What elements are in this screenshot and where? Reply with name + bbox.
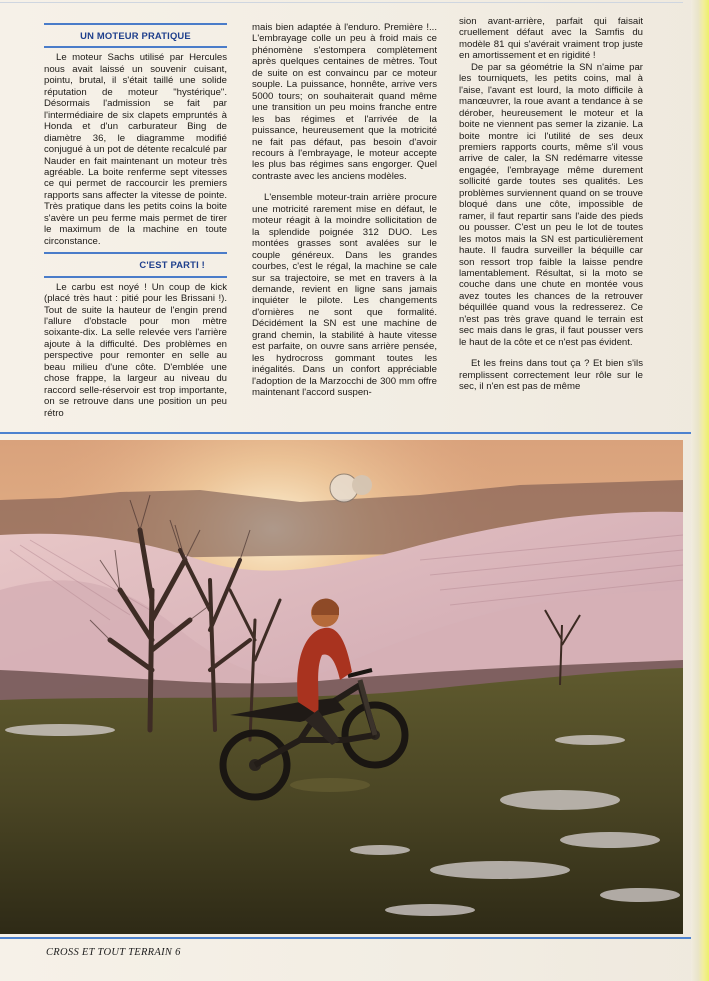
photo-bottom-rule: [0, 937, 695, 939]
col2-paragraph-2: L'ensemble moteur-train arrière procure une motricité rarement mise en défaut, le moteur réagit à la moindre sollicitation de la splendide poignée 312 DUO. Les montées grasses sont avalées sur le couple généreux. Dans les grandes courbes, c'est le régal, la machine se cale sur sa trajectoire, se met en travers à la demande, revient en ligne sans jamais inquiéter le pilote. Les changements d'ornières ne sont que formalité. Décidément la SN est une machine de grand chemin, la stabilité à haute vitesse est parfaite, on ouvre sans arrière pensée, les hydrocross gommant toutes les inégalités. Dans un confort appréciable l'adoption de la Marzocchi de 300 mm offre maintenant l'accord suspen-: [252, 192, 437, 399]
col3-paragraph-1: sion avant-arrière, parfait qui faisait cruellement défaut avec la Samfis du modèle 81 qui s'avérait vraiment trop juste en amortissement et en rigidité !: [459, 16, 643, 62]
motocross-rider-photo: [0, 440, 683, 934]
page-edge: [691, 0, 709, 981]
photo-top-rule: [0, 432, 695, 434]
col3-paragraph-2: De par sa géométrie la SN n'aime par les tourniquets, les petits coins, mal à l'aise, l'avant est lourd, la moto difficile à manœuvrer, la roue avant a tendance à se dérober, heureusement le moteur et la boite ne viennent pas semer la zizanie. La boite montre ici l'utilité de ses deux premiers rapports courts, même s'il vous arrive de caler, la SN redémarre vitesse engagée, l'embrayage même durement sollicité garde toutes ses qualités. Les problèmes surviennent quand on se trouve bloqué dans une côte, impossible de ramer, il faut repartir sans l'aide des pieds ou pousser. C'est un peu le lot de toutes les motos mais la SN est particulièrement haute. Il faudra surveiller la béquille car son ressort trop faible la laisse pendre lamentablement. Résultat, si la moto se couche dans une chute en montée vous avez toutes les chances de la retrouver béquillée quand vous la redresserez. Ce n'est pas très grave quand le terrain est sec mais dans le gras, il faut pousser vers le haut de la côte et ce n'est pas évident.: [459, 61, 643, 348]
col2-paragraph-1: mais bien adaptée à l'enduro. Première !... L'embrayage colle un peu à froid mais ce phénomène s'estompera complètement après quelques centaines de mètres. Tout de suite on est convaincu par ce moteur souple. La puissance, honnête, arrive vers 5000 tours; on souhaiterait quand même une transition un peu moins franche entre les bas régimes et l'arrivée de la puissance, heureusement que la motricité ne fait pas défaut, pas besoin d'avoir recours à l'embrayage, le moteur accepte les plus bas régimes sans engorger. Quel contraste avec les anciens modèles.: [252, 22, 437, 182]
section-text-moteur: Le moteur Sachs utilisé par Hercules nous avait laissé un souvenir cuisant, pointu, brutal, il s'était taillé une solide réputation de moteur "hystérique". Désormais l'admission se fait par l'intermédiaire de six clapets empruntés à Honda et d'un carburateur Bing de diamètre 36, le diagramme modifié conjugué à un pot de détente recalculé par Nauder en fait maintenant un moteur très agréable. La boite renferme sept vitesses ce qui permet de raccourcir les premiers rapports sans affecter la vitesse de pointe. Très pratique dans les petits coins la boite s'avère un peu ferme mais permet de tirer le maximum de la machine en toute circonstance.: [44, 52, 227, 247]
column-2: [252, 22, 437, 399]
column-3: [459, 16, 643, 393]
photo-illustration: [0, 440, 683, 934]
section-heading-moteur: UN MOTEUR PRATIQUE: [44, 23, 227, 48]
section-text-parti: Le carbu est noyé ! Un coup de kick (placé très haut : pitié pour les Brissani !). Tout de suite la hauteur de l'engin prend l'allure d'obstacle pour mon mètre soixante-dix. La selle relevée vers l'arrière ajoute à la difficulté. Des problèmes en perspective pour remonter en selle au beau milieu d'une côte. D'emblée une chose frappe, la largeur au niveau du raccord selle-réservoir est trop importante, on se retrouve dans une position un peu rétro: [44, 281, 227, 419]
column-1: [44, 16, 227, 419]
top-rule: [0, 2, 683, 3]
col3-paragraph-3: Et les freins dans tout ça ? Et bien s'ils remplissent correctement leur rôle sur le sec, il n'en est pas de même: [459, 358, 643, 393]
section-heading-parti: C'EST PARTI !: [44, 252, 227, 277]
page-footer: CROSS ET TOUT TERRAIN 6: [46, 947, 181, 958]
